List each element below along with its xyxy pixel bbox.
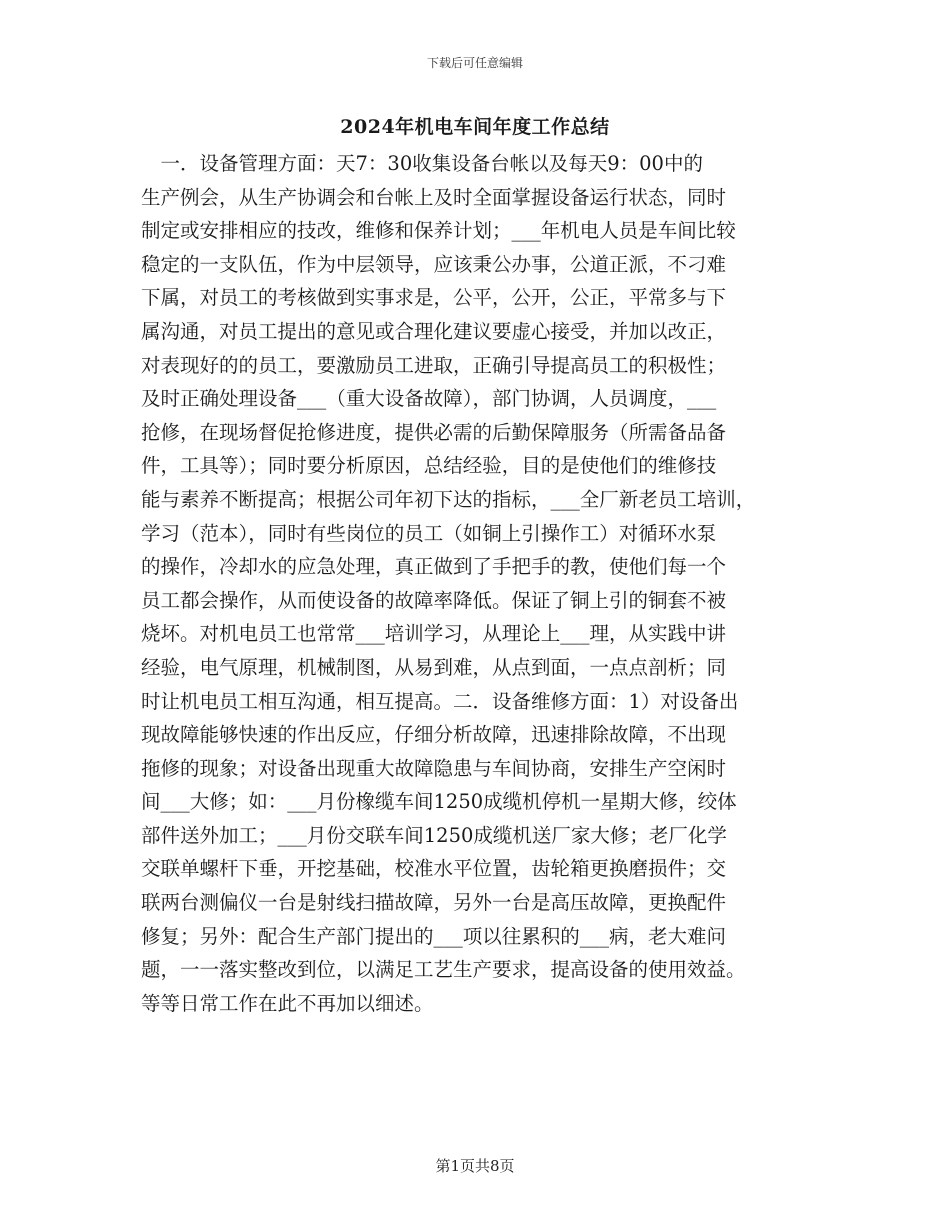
body-text-line: 的操作，冷却水的应急处理，真正做到了手把手的教，使他们每一个 <box>141 555 727 579</box>
body-text-line: 学习（范本），同时有些岗位的员工（如铜上引操作工）对循环水泵 <box>141 521 717 545</box>
body-text-line: 拖修的现象；对设备出现重大故障隐患与车间协商，安排生产空闲时 <box>141 756 727 780</box>
document-body <box>141 147 816 1020</box>
body-text-line: 制定或安排相应的技改，维修和保养计划；___年机电人员是车间比较 <box>141 219 736 243</box>
body-text-line: 及时正确处理设备___（重大设备故障），部门协调，人员调度，___ <box>141 387 717 411</box>
body-text-line: 生产例会，从生产协调会和台帐上及时全面掌握设备运行状态，同时 <box>141 185 727 209</box>
body-text-line: 烧坏。对机电员工也常常___培训学习，从理论上___理，从实践中讲 <box>141 622 727 646</box>
page-header-note: 下载后可任意编辑 <box>426 56 523 70</box>
body-text-line: 间___大修；如：___月份橡缆车间1250成缆机停机一星期大修，绞体 <box>141 790 737 814</box>
body-text-line: 件，工具等）；同时要分析原因，总结经验，目的是使他们的维修技 <box>141 454 717 478</box>
body-text-line: 经验，电气原理，机械制图，从易到难，从点到面，一点点剖析；同 <box>141 655 727 679</box>
body-text-line: 联两台测偏仪一台是射线扫描故障，另外一台是高压故障，更换配件 <box>141 891 727 915</box>
body-text-line: 下属，对员工的考核做到实事求是，公平，公开，公正，平常多与下 <box>141 286 727 310</box>
body-text-line: 对表现好的的员工，要激励员工进取，正确引导提高员工的积极性； <box>141 353 727 377</box>
body-text-line: 能与素养不断提高；根据公司年初下达的指标，___全厂新老员工培训， <box>141 487 756 511</box>
body-text-line: 现故障能够快速的作出反应，仔细分析故障，迅速排除故障，不出现 <box>141 723 727 747</box>
body-text-line: 题，一一落实整改到位，以满足工艺生产要求，提高设备的使用效益。 <box>141 958 746 982</box>
document-title: 2024年机电车间年度工作总结 <box>340 116 610 138</box>
body-text-line: 修复；另外：配合生产部门提出的___项以往累积的___病，老大难问 <box>141 924 727 948</box>
body-text-line: 稳定的一支队伍，作为中层领导，应该秉公办事，公道正派，不刁难 <box>141 252 727 276</box>
body-text-line: 抢修，在现场督促抢修进度，提供必需的后勤保障服务（所需备品备 <box>141 420 727 444</box>
body-text-line: 时让机电员工相互沟通，相互提高。二．设备维修方面：1）对设备出 <box>141 689 739 713</box>
body-text-line: 员工都会操作，从而使设备的故障率降低。保证了铜上引的铜套不被 <box>141 588 727 612</box>
body-text-line: 交联单螺杆下垂，开挖基础，校准水平位置，齿轮箱更换磨损件；交 <box>141 857 727 881</box>
body-text-line: 属沟通，对员工提出的意见或合理化建议要虚心接受，并加以改正， <box>141 319 727 343</box>
page-footer-page-number: 第1页共8页 <box>435 1157 515 1175</box>
body-text-line: 部件送外加工；___月份交联车间1250成缆机送厂家大修；老厂化学 <box>141 823 727 847</box>
body-text-line: 一．设备管理方面：天7：30收集设备台帐以及每天9：00中的 <box>141 152 703 175</box>
body-text-line: 等等日常工作在此不再加以细述。 <box>141 991 434 1015</box>
